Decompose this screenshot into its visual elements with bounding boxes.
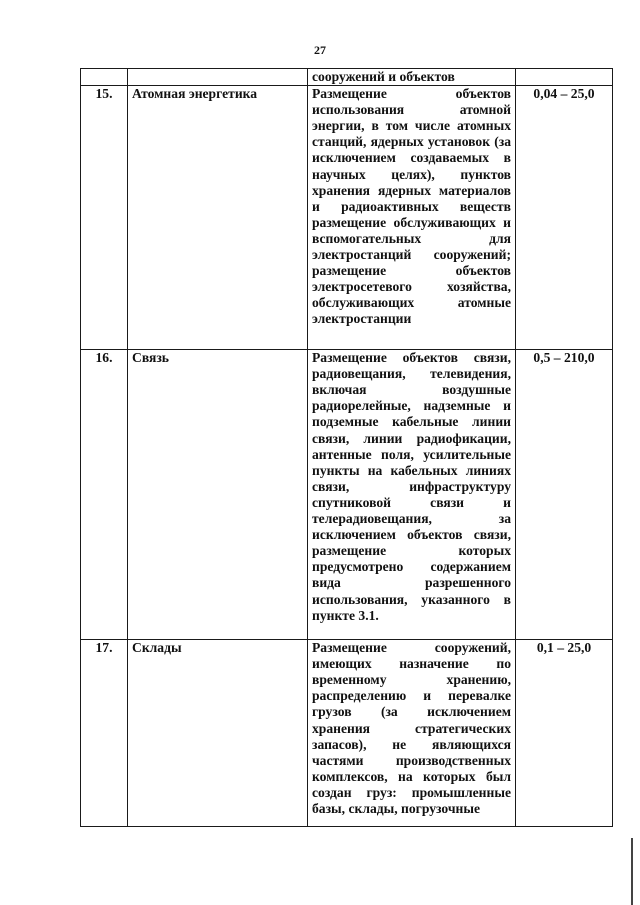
area-range: 0,04 – 25,0 [516,86,613,350]
table-row [81,640,613,827]
row-number: 17. [81,640,128,827]
area-range: 0,5 – 210,0 [516,350,613,640]
use-type-name: Атомная энергетика [128,86,308,350]
row-number [81,69,128,86]
use-type-name: Склады [128,640,308,827]
use-type-name: Связь [128,350,308,640]
page-number: 27 [314,43,326,57]
scan-edge-mark [631,838,633,905]
table-row [81,86,613,350]
table-row [81,350,613,640]
use-type-name [128,69,308,86]
area-range [516,69,613,86]
land-use-table [80,68,613,827]
area-range: 0,1 – 25,0 [516,640,613,827]
use-description: сооружений и объектов [308,69,516,86]
table-row-continuation [81,69,613,86]
row-number: 16. [81,350,128,640]
use-description: Размещение объектов связи, радиовещания, телевидения, включая воздушные радиорелейные, надземные и подземные кабельные линии связи, линии радиофикации, антенные поля, усилительные пункты на кабельных линиях связи, инфраструктуру спутниковой связи и телерадиовещания, за исключением объектов связи, размещение которых предусмотрено содержанием вида разрешенного использования, указанного в пункте 3.1. [308,350,516,640]
use-description: Размещение сооружений, имеющих назначение по временному хранению, распределению и перевалке грузов (за исключением хранения стратегических запасов), не являющихся частями производственных комплексов, на которых был создан груз: промышленные базы, склады, погрузочные [308,640,516,827]
use-description: Размещение объектов использования атомной энергии, в том числе атомных станций, ядерных установок (за исключением создаваемых в научных целях), пунктов хранения ядерных материалов и радиоактивных веществ размещение обслуживающих и вспомогательных для электростанций сооружений; размещение объектов электросетевого хозяйства, обслуживающих атомные электростанции [308,86,516,350]
row-number: 15. [81,86,128,350]
